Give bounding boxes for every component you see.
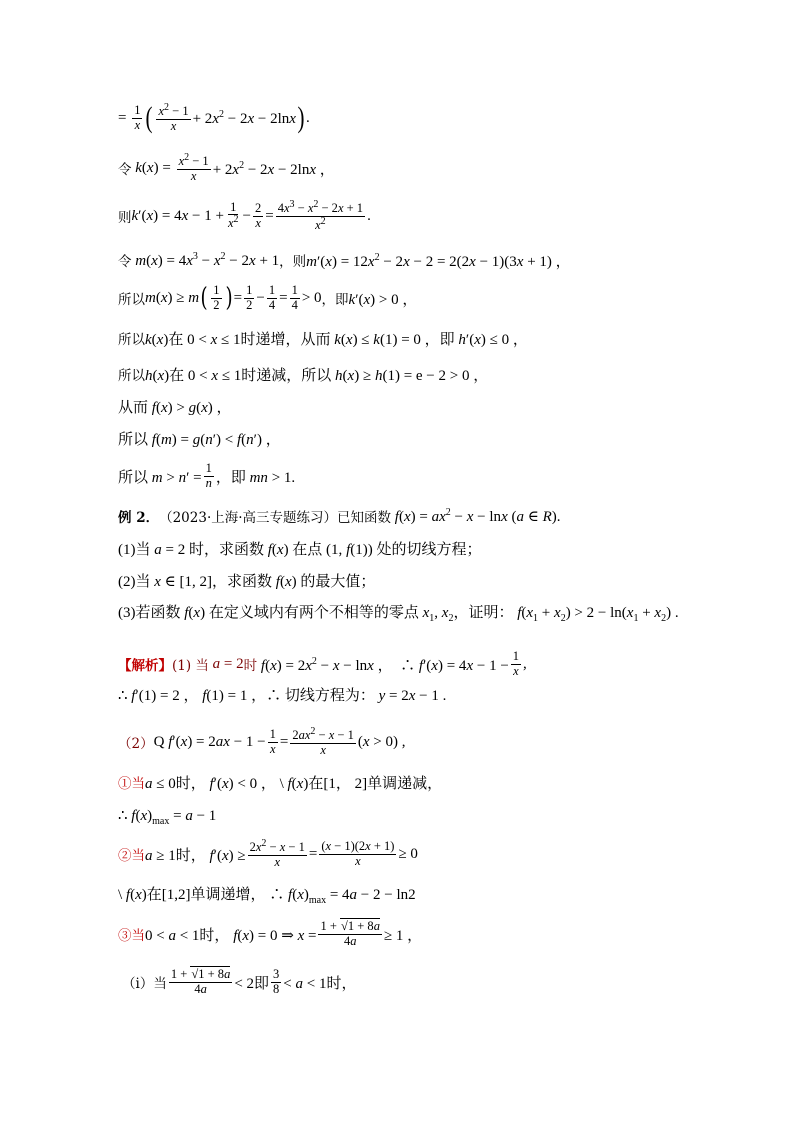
derivation-line-1: = $\frac{1}{x}$ ( $\frac{x^2 - 1}{x}$ + $2x^2 - 2x - 2\ln x$ ) . (118, 101, 310, 134)
fraction-x2-1-over-x: $\frac{x^2 - 1}{x}$ (158, 102, 189, 133)
solution-line-9: （i）当 $\frac{1 + √1 + 8a}{4a}$ < 2即 $\frac{3}{8}$ < a < 1时， (122, 967, 357, 996)
solution-line-7: \ f(x)在[1,2]单调递增， ∴ $f(x)_{max} = 4a - 2 - \ln 2$ (118, 886, 416, 906)
derivation-line-9: 所以 f(m) = g(n′) < f(n′) ， (118, 431, 281, 448)
equals-sign: = (118, 109, 131, 126)
derivation-line-6: 所以 k(x)在 0 < x ≤ 1时递增，从而 k(x) ≤ k(1) = 0 ，即 h′(x) ≤ 0 ， (118, 331, 528, 348)
derivation-line-7: 所以 h(x)在 0 < x ≤ 1时递减，所以 h(x) ≥ h(1) = e − 2 > 0 ， (118, 367, 489, 384)
question-2: (2)当 x ∈ [1, 2]，求函数 f(x) 的最大值； (118, 573, 376, 590)
derivation-line-4: 令 $m(x) = 4x^3 - x^2 - 2x + 1$ ，则 $m'(x) = 12x^2 - 2x - 2 = 2(2x - 1)(3x + 1)$ ， (118, 250, 571, 270)
solution-line-6: ②当 a ≥ 1时， f′(x) ≥ $\frac{2x^2 - x - 1}{x}$ = $\frac{(x - 1)(2x + 1)}{x}$ ≥ 0 (118, 838, 418, 869)
solution-line-4: ①当 a ≤ 0时， f′(x) < 0 ， \ f(x)在[1， 2]单调递减， (118, 775, 443, 792)
derivation-line-10: 所以 m > n′ = $\frac{1}{n}$ ，即 mn > 1. (118, 461, 296, 490)
solution-line-2: ∴ f′(1) = 2 ， f(1) = 1 ，∴ 切线方程为： y = 2x − 1 . (118, 687, 447, 704)
derivation-line-2: 令 k(x) = $\frac{x^2 - 1}{x}$ + $2x^2 - 2x - 2\ln x$ ， (118, 152, 335, 183)
solution-line-3: （2） Q f′(x) = 2ax − 1 − $\frac{1}{x}$ = $\frac{2ax^2 - x - 1}{x}$ (x > 0) , (118, 726, 406, 757)
line-label: 令 (118, 162, 132, 178)
derivation-line-3: 则 k′(x) = 4x − 1 + $\frac{1}{x^2}$ − $\frac{2}{x}$ = $\frac{4x^3 - x^2 - 2x + 1}{x^2}$ . (118, 199, 371, 232)
question-1: (1)当 a = 2 时，求函数 f(x) 在点 (1, f(1)) 处的切线方程； (118, 541, 482, 558)
solution-line-5: ∴ $f(x)_{max} = a - 1$ (118, 807, 217, 827)
solution-line-1: 【解析】 (1) 当 a = 2 时 $f(x) = 2x^2 - x - \ln x$ ， ∴ f′(x) = 4x − 1 − $\frac{1}{x}$ , (118, 649, 527, 678)
question-3: (3)若函数 f(x) 在定义域内有两个不相等的零点 $x_1$, $x_2$，证明： $f(x_1 + x_2) > 2 - \ln(x_1 + x_2)$ . (118, 604, 679, 624)
example-source: （2023·上海·高三专题练习）已知函数 (159, 510, 392, 526)
fraction-1-over-x: $\frac{1}{x}$ (134, 103, 141, 132)
example-2-header: 例 2． （2023·上海·高三专题练习）已知函数 $f(x) = ax^2 - x - \ln x$ (a ∈ R). (118, 506, 561, 526)
derivation-line-8: 从而 f(x) > g(x) ， (118, 399, 232, 416)
line-label: 则 (118, 210, 132, 226)
example-label: 例 2． (118, 510, 160, 526)
derivation-line-5: 所以 m(x) ≥ m ( $\frac{1}{2}$ ) = $\frac{1}{2}$ − $\frac{1}{4}$ = $\frac{1}{4}$ > 0 ，即 k′(x) > 0 ， (118, 283, 418, 313)
solution-line-8: ③当 0 < a < 1时， f(x) = 0 ⇒ x = $\frac{1 + √1 + 8a}{4a}$ ≥ 1 ， (118, 919, 423, 948)
solution-tag: 【解析】 (118, 658, 172, 674)
